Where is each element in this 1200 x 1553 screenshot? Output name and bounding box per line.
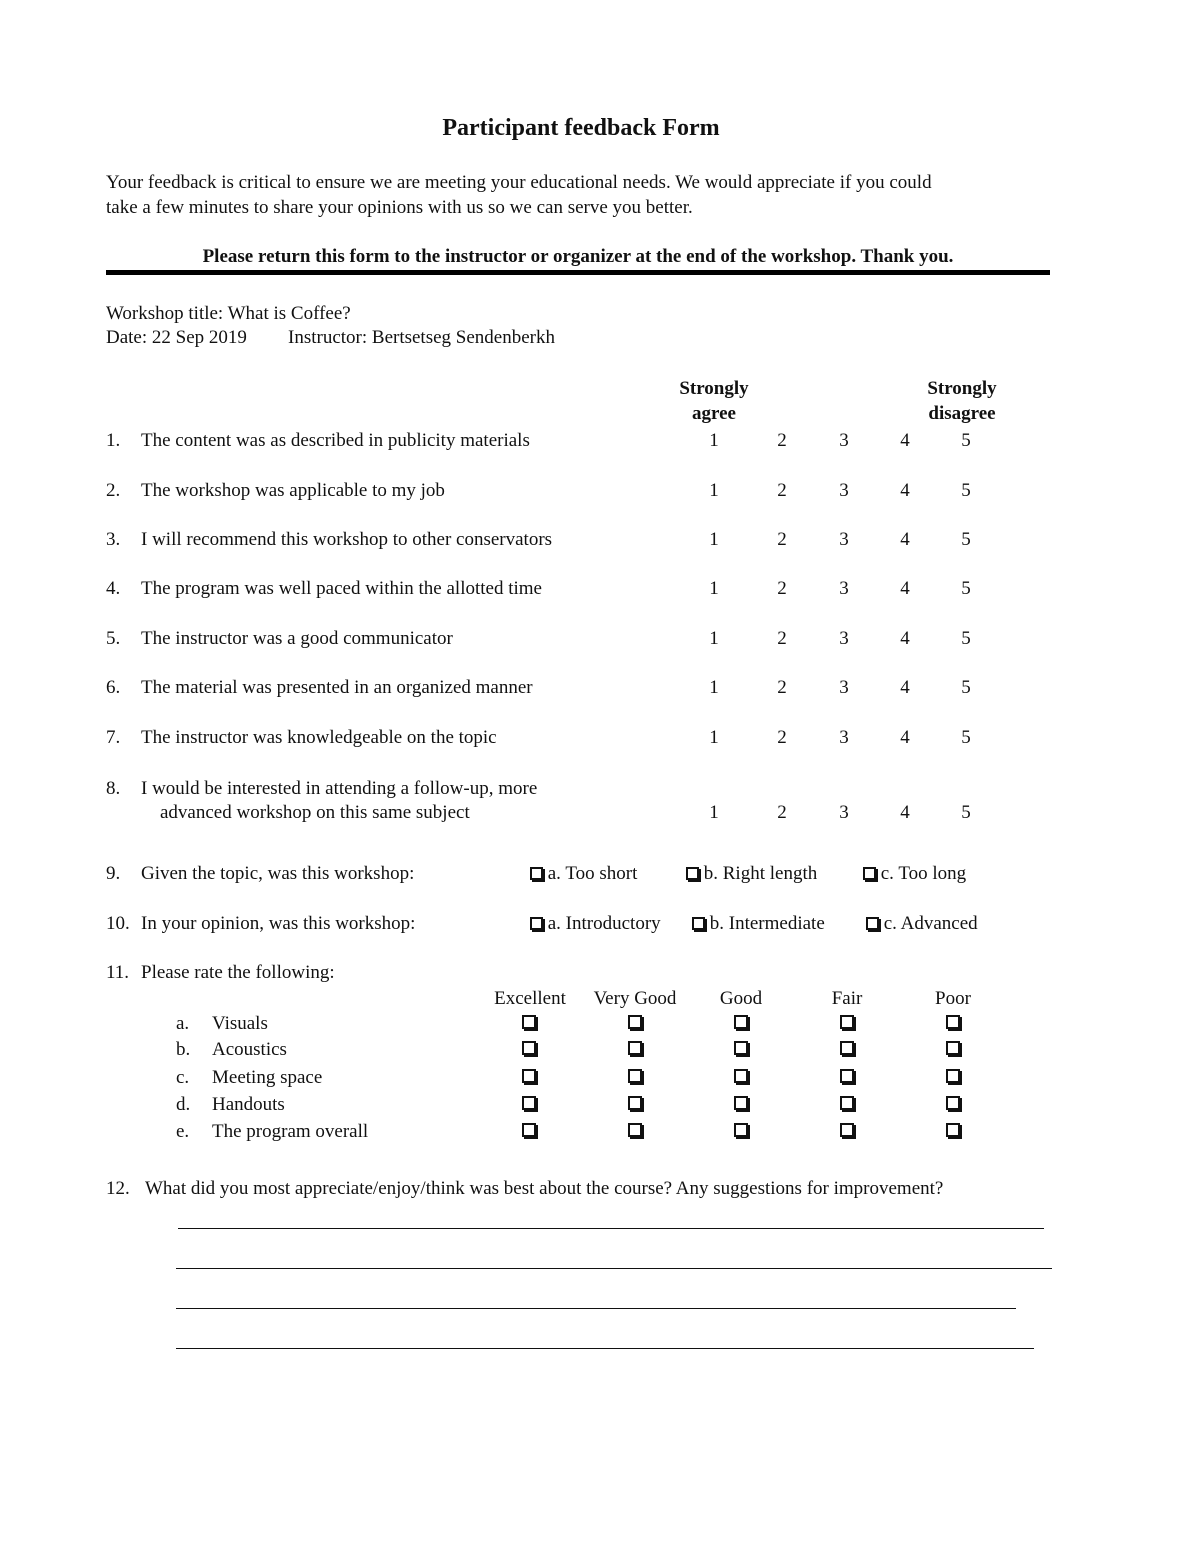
statement-text: The instructor was knowledgeable on the topic [141, 727, 497, 748]
rating-4[interactable]: 4 [900, 802, 910, 823]
statement-text-continued: advanced workshop on this same subject [160, 802, 470, 823]
statement-number: 7. [106, 727, 121, 748]
rating-2[interactable]: 2 [777, 628, 787, 649]
item-letter: c. [176, 1067, 190, 1088]
scale-agree-header-2: agree [692, 403, 736, 424]
rating-2[interactable]: 2 [777, 480, 787, 501]
rating-2[interactable]: 2 [777, 578, 787, 599]
item-label: Handouts [212, 1094, 285, 1115]
rating-3[interactable]: 3 [839, 480, 849, 501]
rating-column-poor: Poor [935, 988, 971, 1009]
checkbox-excellent[interactable] [522, 1096, 536, 1110]
rating-5[interactable]: 5 [961, 480, 971, 501]
checkbox-icon[interactable] [692, 917, 705, 930]
checkbox-good[interactable] [734, 1123, 748, 1137]
workshop-instructor: Instructor: Bertsetseg Sendenberkh [288, 327, 555, 348]
item-letter: e. [176, 1121, 190, 1142]
checkbox-poor[interactable] [946, 1015, 960, 1029]
item-letter: a. [176, 1013, 190, 1034]
rating-4[interactable]: 4 [900, 578, 910, 599]
checkbox-excellent[interactable] [522, 1069, 536, 1083]
item-letter: d. [176, 1094, 191, 1115]
option-label: b. Right length [703, 863, 818, 884]
checkbox-very-good[interactable] [628, 1041, 642, 1055]
answer-line-4[interactable] [176, 1348, 1034, 1349]
statement-text: The program was well paced within the allotted time [141, 578, 542, 599]
checkbox-icon[interactable] [686, 867, 699, 880]
option-label: a. Too short [547, 863, 638, 884]
checkbox-good[interactable] [734, 1041, 748, 1055]
rating-column-very-good: Very Good [593, 988, 677, 1009]
rating-4[interactable]: 4 [900, 628, 910, 649]
checkbox-good[interactable] [734, 1069, 748, 1083]
option-label: a. Introductory [547, 913, 661, 934]
q12-number: 12. [106, 1178, 130, 1199]
rating-5[interactable]: 5 [961, 529, 971, 550]
statement-number: 6. [106, 677, 121, 698]
rating-5[interactable]: 5 [961, 578, 971, 599]
rating-4[interactable]: 4 [900, 727, 910, 748]
q9-option-too-short[interactable] [530, 863, 637, 885]
checkbox-excellent[interactable] [522, 1041, 536, 1055]
checkbox-very-good[interactable] [628, 1123, 642, 1137]
intro-line-2: take a few minutes to share your opinions with us so we can serve you better. [106, 197, 693, 218]
scale-agree-header-1: Strongly [679, 378, 749, 399]
statement-number: 3. [106, 529, 121, 550]
q10-option-introductory[interactable] [530, 913, 661, 935]
q11-number: 11. [106, 962, 130, 983]
rating-3[interactable]: 3 [839, 727, 849, 748]
q12-text: What did you most appreciate/enjoy/think was best about the course? Any suggestions for improvement? [145, 1178, 944, 1199]
rating-2[interactable]: 2 [777, 430, 787, 451]
option-label: c. Advanced [883, 913, 978, 934]
item-label: The program overall [212, 1121, 369, 1142]
answer-line-2[interactable] [176, 1268, 1052, 1269]
page-title: Participant feedback Form [442, 115, 720, 141]
statement-text: The content was as described in publicity materials [141, 430, 530, 451]
rating-2[interactable]: 2 [777, 802, 787, 823]
q10-text: In your opinion, was this workshop: [141, 913, 416, 934]
item-label: Visuals [212, 1013, 268, 1034]
checkbox-poor[interactable] [946, 1069, 960, 1083]
statement-number: 4. [106, 578, 121, 599]
answer-line-3[interactable] [176, 1308, 1016, 1309]
rating-1[interactable]: 1 [709, 628, 719, 649]
checkbox-excellent[interactable] [522, 1123, 536, 1137]
checkbox-icon[interactable] [863, 867, 876, 880]
return-note: Please return this form to the instructor or organizer at the end of the workshop. Thank you. [202, 246, 954, 267]
rating-3[interactable]: 3 [839, 802, 849, 823]
checkbox-very-good[interactable] [628, 1096, 642, 1110]
rating-4[interactable]: 4 [900, 430, 910, 451]
rating-1[interactable]: 1 [709, 727, 719, 748]
checkbox-fair[interactable] [840, 1096, 854, 1110]
answer-line-1[interactable] [178, 1228, 1044, 1229]
item-letter: b. [176, 1039, 191, 1060]
q10-option-intermediate[interactable] [692, 913, 825, 935]
workshop-date: Date: 22 Sep 2019 [106, 327, 247, 348]
statement-text: The workshop was applicable to my job [141, 480, 445, 501]
rating-5[interactable]: 5 [961, 802, 971, 823]
option-label: c. Too long [880, 863, 967, 884]
statement-number: 8. [106, 778, 121, 799]
statement-number: 2. [106, 480, 121, 501]
option-label: b. Intermediate [709, 913, 825, 934]
scale-disagree-header-2: disagree [928, 403, 996, 424]
checkbox-very-good[interactable] [628, 1015, 642, 1029]
checkbox-poor[interactable] [946, 1123, 960, 1137]
checkbox-fair[interactable] [840, 1041, 854, 1055]
statement-text: The instructor was a good communicator [141, 628, 453, 649]
checkbox-fair[interactable] [840, 1069, 854, 1083]
rating-1[interactable]: 1 [709, 480, 719, 501]
checkbox-poor[interactable] [946, 1041, 960, 1055]
checkbox-fair[interactable] [840, 1123, 854, 1137]
q9-option-right-length[interactable] [686, 863, 817, 885]
statement-number: 5. [106, 628, 121, 649]
statement-text: I would be interested in attending a follow-up, more [141, 778, 538, 799]
checkbox-icon[interactable] [530, 867, 543, 880]
rating-2[interactable]: 2 [777, 677, 787, 698]
checkbox-poor[interactable] [946, 1096, 960, 1110]
q10-option-advanced[interactable] [866, 913, 978, 935]
header-divider [106, 270, 1050, 275]
rating-column-fair: Fair [831, 988, 863, 1009]
workshop-title: Workshop title: What is Coffee? [106, 303, 351, 324]
rating-4[interactable]: 4 [900, 529, 910, 550]
rating-3[interactable]: 3 [839, 578, 849, 599]
rating-4[interactable]: 4 [900, 677, 910, 698]
statement-text: The material was presented in an organized manner [141, 677, 533, 698]
item-label: Meeting space [212, 1067, 323, 1088]
rating-2[interactable]: 2 [777, 727, 787, 748]
rating-4[interactable]: 4 [900, 480, 910, 501]
checkbox-good[interactable] [734, 1015, 748, 1029]
q9-text: Given the topic, was this workshop: [141, 863, 415, 884]
rating-1[interactable]: 1 [709, 430, 719, 451]
rating-5[interactable]: 5 [961, 628, 971, 649]
rating-3[interactable]: 3 [839, 628, 849, 649]
q9-option-too-long[interactable] [863, 863, 966, 885]
q9-number: 9. [106, 863, 121, 884]
rating-3[interactable]: 3 [839, 529, 849, 550]
q10-number: 10. [106, 913, 130, 934]
item-label: Acoustics [212, 1039, 287, 1060]
checkbox-fair[interactable] [840, 1015, 854, 1029]
q11-text: Please rate the following: [141, 962, 335, 983]
statement-text: I will recommend this workshop to other conservators [141, 529, 553, 550]
scale-disagree-header-1: Strongly [927, 378, 997, 399]
rating-1[interactable]: 1 [709, 677, 719, 698]
rating-3[interactable]: 3 [839, 430, 849, 451]
rating-2[interactable]: 2 [777, 529, 787, 550]
rating-column-excellent: Excellent [494, 988, 566, 1009]
rating-1[interactable]: 1 [709, 802, 719, 823]
checkbox-very-good[interactable] [628, 1069, 642, 1083]
rating-1[interactable]: 1 [709, 529, 719, 550]
rating-5[interactable]: 5 [961, 727, 971, 748]
statement-number: 1. [106, 430, 121, 451]
rating-column-good: Good [719, 988, 763, 1009]
rating-5[interactable]: 5 [961, 677, 971, 698]
checkbox-good[interactable] [734, 1096, 748, 1110]
rating-5[interactable]: 5 [961, 430, 971, 451]
checkbox-excellent[interactable] [522, 1015, 536, 1029]
checkbox-icon[interactable] [530, 917, 543, 930]
rating-1[interactable]: 1 [709, 578, 719, 599]
rating-3[interactable]: 3 [839, 677, 849, 698]
intro-line-1: Your feedback is critical to ensure we are meeting your educational needs. We would appreciate if you could [106, 172, 932, 193]
checkbox-icon[interactable] [866, 917, 879, 930]
